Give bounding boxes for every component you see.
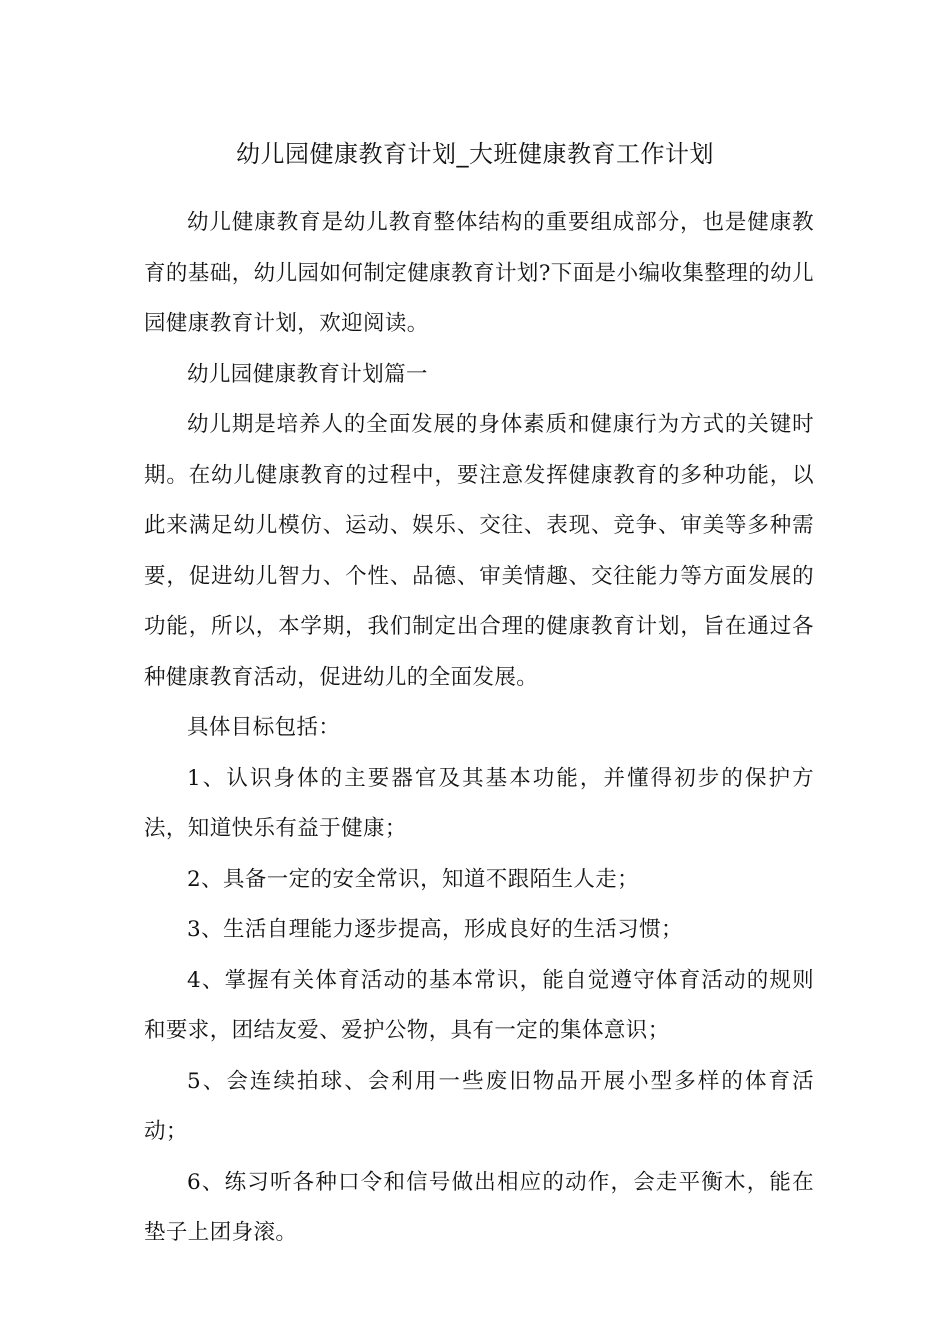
goal-item-2: 2、具备一定的安全常识，知道不跟陌生人走； — [187, 866, 640, 892]
goals-heading: 具体目标包括： — [187, 715, 341, 740]
goal-item-1: 1、认识身体的主要器官及其基本功能，并懂得初步的保护方法，知道快乐有益于健康； — [144, 765, 814, 841]
goal-item-5: 5、会连续拍球、会利用一些废旧物品开展小型多样的体育活动； — [144, 1068, 814, 1144]
body-paragraph: 幼儿期是培养人的全面发展的身体素质和健康行为方式的关键时期。在幼儿健康教育的过程中，要注意发挥健康教育的多种功能，以此来满足幼儿模仿、运动、娱乐、交往、表现、竞争、审美等多种需要，促进幼儿智力、个性、品德、审美情趣、交往能力等方面发展的功能，所以，本学期，我们制定出合理的健康教育计划，旨在通过各种健康教育活动，促进幼儿的全面发展。 — [144, 412, 814, 690]
document-title: 幼儿园健康教育计划_大班健康教育工作计划 — [236, 140, 714, 168]
goal-item-4: 4、掌握有关体育活动的基本常识，能自觉遵守体育活动的规则和要求，团结友爱、爱护公物，具有一定的集体意识； — [144, 967, 814, 1043]
section-heading: 幼儿园健康教育计划篇一 — [187, 361, 428, 387]
intro-paragraph: 幼儿健康教育是幼儿教育整体结构的重要组成部分，也是健康教育的基础，幼儿园如何制定健康教育计划?下面是小编收集整理的幼儿园健康教育计划，欢迎阅读。 — [144, 210, 814, 336]
goal-item-6: 6、练习听各种口令和信号做出相应的动作，会走平衡木，能在垫子上团身滚。 — [144, 1169, 814, 1245]
document-body — [144, 198, 814, 1259]
goal-item-3: 3、生活自理能力逐步提高，形成良好的生活习惯； — [187, 917, 683, 942]
